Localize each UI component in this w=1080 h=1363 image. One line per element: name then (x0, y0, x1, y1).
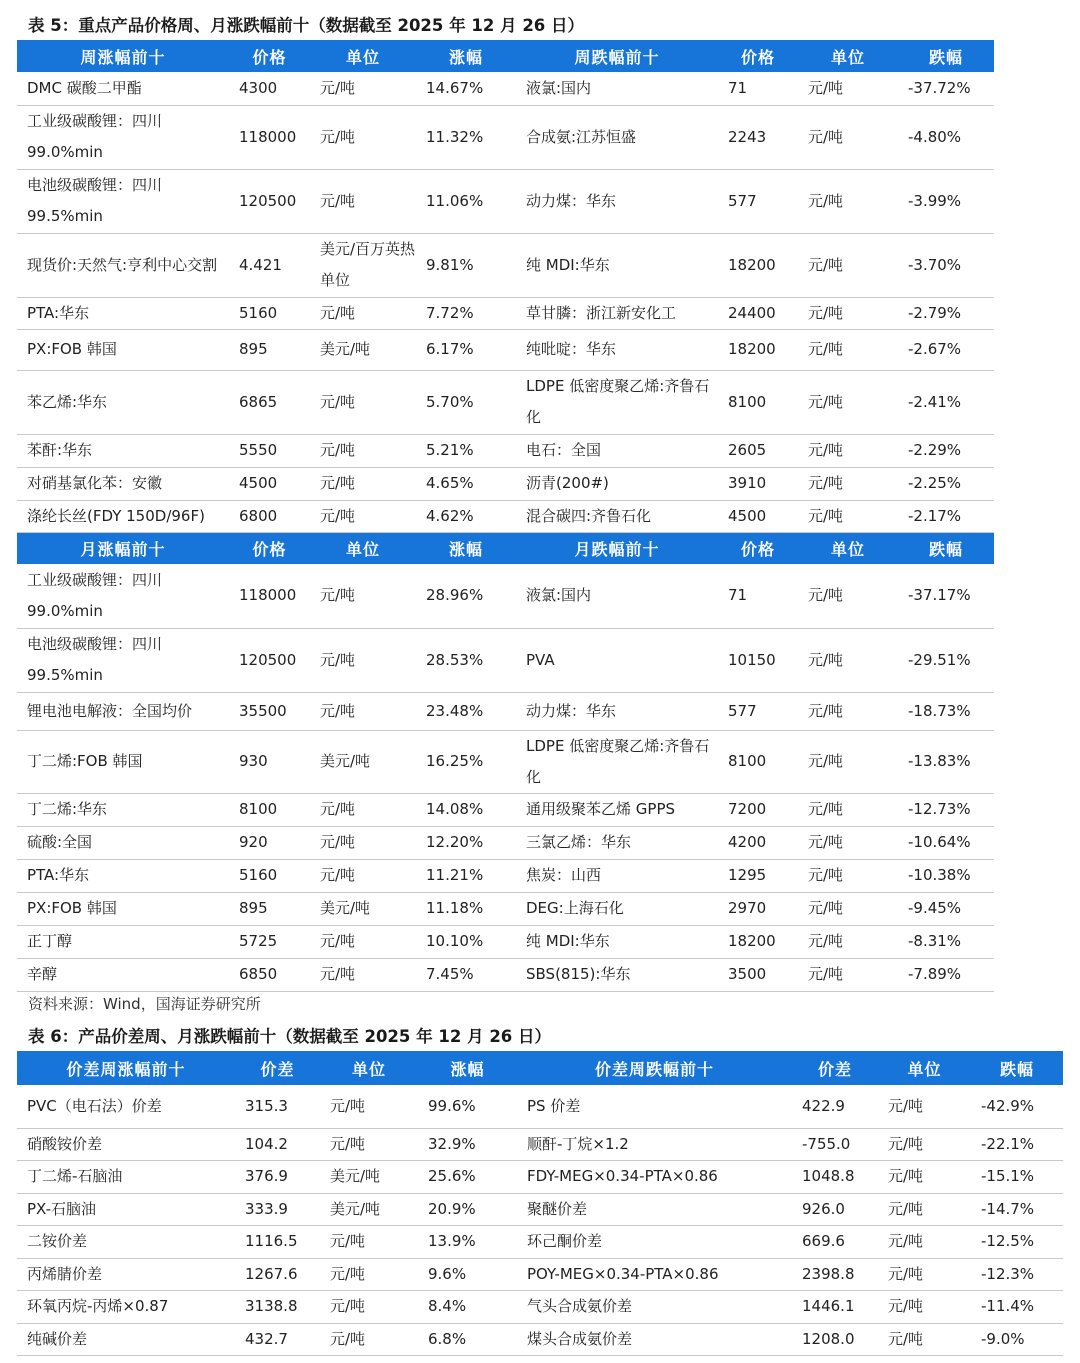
month-cell-up-value: 930 (229, 730, 310, 793)
week-cell-down-name: 动力煤：华东 (516, 169, 718, 233)
spread-cell-up-unit: 美元/吨 (320, 1160, 418, 1193)
month-cell-down-change: -37.17% (898, 564, 994, 628)
week-cell-down-name: LDPE 低密度聚乙烯:齐鲁石化 (516, 370, 718, 434)
month-header-down-change: 跌幅 (898, 532, 994, 564)
spread-cell-up-change: 99.6% (418, 1085, 517, 1128)
spread-row (17, 1193, 1063, 1225)
month-cell-down-unit: 元/吨 (798, 859, 898, 892)
spread-cell-up-unit: 元/吨 (320, 1128, 418, 1160)
spread-cell-down-change: -42.9% (971, 1085, 1063, 1128)
week-header-up-value: 价格 (229, 40, 310, 72)
month-cell-up-value: 5725 (229, 925, 310, 958)
week-cell-up-change: 7.72% (416, 297, 516, 329)
table6 (17, 1051, 1063, 1356)
spread-cell-down-unit: 元/吨 (878, 1225, 971, 1258)
month-header-row (17, 532, 994, 564)
spread-cell-down-unit: 元/吨 (878, 1290, 971, 1323)
week-row (17, 105, 994, 169)
spread-cell-down-value: 2398.8 (792, 1258, 878, 1290)
week-cell-down-value: 18200 (718, 329, 798, 370)
week-cell-down-unit: 元/吨 (798, 169, 898, 233)
spread-header-down-unit: 单位 (878, 1051, 971, 1085)
spread-cell-up-name: 硝酸铵价差 (17, 1128, 235, 1160)
spread-cell-down-change: -14.7% (971, 1193, 1063, 1225)
week-cell-down-unit: 元/吨 (798, 105, 898, 169)
week-cell-down-value: 71 (718, 72, 798, 105)
week-cell-up-change: 4.62% (416, 500, 516, 532)
month-cell-up-unit: 元/吨 (310, 564, 416, 628)
week-cell-down-value: 18200 (718, 233, 798, 297)
spread-cell-up-name: 丁二烯-石脑油 (17, 1160, 235, 1193)
month-cell-up-unit: 元/吨 (310, 859, 416, 892)
spread-cell-up-name: 丙烯腈价差 (17, 1258, 235, 1290)
table6-caption: 表 6：产品价差周、月涨跌幅前十（数据截至 2025 年 12 月 26 日） (28, 1027, 552, 1046)
spread-cell-up-change: 32.9% (418, 1128, 517, 1160)
week-cell-up-value: 4.421 (229, 233, 310, 297)
month-cell-down-unit: 元/吨 (798, 925, 898, 958)
month-cell-up-unit: 元/吨 (310, 793, 416, 826)
spread-cell-up-change: 25.6% (418, 1160, 517, 1193)
week-row (17, 233, 994, 297)
week-cell-up-value: 4300 (229, 72, 310, 105)
spread-header-down-value: 价差 (792, 1051, 878, 1085)
month-cell-up-name: 辛醇 (17, 958, 229, 991)
month-cell-down-unit: 元/吨 (798, 692, 898, 730)
month-cell-down-name: 三氯乙烯：华东 (516, 826, 718, 859)
month-cell-down-unit: 元/吨 (798, 826, 898, 859)
spread-cell-up-value: 104.2 (235, 1128, 320, 1160)
week-row (17, 370, 994, 434)
month-cell-up-change: 12.20% (416, 826, 516, 859)
spread-header-row (17, 1051, 1063, 1085)
spread-cell-up-unit: 元/吨 (320, 1085, 418, 1128)
spread-cell-down-name: 气头合成氨价差 (517, 1290, 792, 1323)
month-row (17, 730, 994, 793)
spread-cell-down-value: 422.9 (792, 1085, 878, 1128)
month-cell-up-value: 895 (229, 892, 310, 925)
month-row (17, 628, 994, 692)
spread-cell-down-unit: 元/吨 (878, 1085, 971, 1128)
week-cell-up-change: 5.70% (416, 370, 516, 434)
month-cell-up-name: 丁二烯:FOB 韩国 (17, 730, 229, 793)
month-cell-down-name: 焦炭：山西 (516, 859, 718, 892)
month-cell-up-unit: 元/吨 (310, 925, 416, 958)
source-note: 资料来源：Wind，国海证券研究所 (28, 995, 261, 1013)
week-cell-down-change: -2.41% (898, 370, 994, 434)
week-cell-up-unit: 元/吨 (310, 297, 416, 329)
spread-cell-up-unit: 元/吨 (320, 1323, 418, 1355)
spread-cell-up-change: 13.9% (418, 1225, 517, 1258)
month-header-up-value: 价格 (229, 532, 310, 564)
month-cell-up-value: 118000 (229, 564, 310, 628)
week-cell-up-change: 4.65% (416, 467, 516, 500)
month-cell-up-name: 正丁醇 (17, 925, 229, 958)
week-cell-up-value: 6865 (229, 370, 310, 434)
week-row (17, 72, 994, 105)
month-cell-down-change: -9.45% (898, 892, 994, 925)
month-cell-down-change: -8.31% (898, 925, 994, 958)
week-header-down-name: 周跌幅前十 (516, 40, 718, 72)
week-cell-up-name: PX:FOB 韩国 (17, 329, 229, 370)
month-cell-down-name: PVA (516, 628, 718, 692)
spread-cell-down-unit: 元/吨 (878, 1160, 971, 1193)
spread-cell-up-change: 8.4% (418, 1290, 517, 1323)
week-row (17, 434, 994, 467)
month-cell-up-name: 硫酸:全国 (17, 826, 229, 859)
week-cell-up-change: 9.81% (416, 233, 516, 297)
spread-cell-down-name: 环己酮价差 (517, 1225, 792, 1258)
week-cell-down-unit: 元/吨 (798, 370, 898, 434)
week-cell-up-name: 现货价:天然气:亨利中心交割 (17, 233, 229, 297)
spread-cell-up-name: 纯碱价差 (17, 1323, 235, 1355)
month-cell-up-value: 6850 (229, 958, 310, 991)
month-row (17, 692, 994, 730)
spread-cell-up-change: 6.8% (418, 1323, 517, 1355)
spread-cell-down-unit: 元/吨 (878, 1323, 971, 1355)
month-cell-down-value: 10150 (718, 628, 798, 692)
week-cell-down-name: 电石：全国 (516, 434, 718, 467)
month-cell-up-change: 7.45% (416, 958, 516, 991)
month-cell-up-change: 11.21% (416, 859, 516, 892)
spread-row (17, 1128, 1063, 1160)
month-header-down-name: 月跌幅前十 (516, 532, 718, 564)
spread-cell-down-name: 聚醚价差 (517, 1193, 792, 1225)
week-cell-down-name: 液氯:国内 (516, 72, 718, 105)
week-cell-up-unit: 元/吨 (310, 105, 416, 169)
week-cell-up-value: 6800 (229, 500, 310, 532)
spread-cell-up-unit: 元/吨 (320, 1290, 418, 1323)
month-cell-down-change: -7.89% (898, 958, 994, 991)
spread-header-up-change: 涨幅 (418, 1051, 517, 1085)
month-cell-up-name: 锂电池电解液：全国均价 (17, 692, 229, 730)
week-cell-down-change: -2.17% (898, 500, 994, 532)
week-cell-down-unit: 元/吨 (798, 500, 898, 532)
month-cell-down-value: 4200 (718, 826, 798, 859)
spread-cell-up-name: PVC（电石法）价差 (17, 1085, 235, 1128)
month-row (17, 958, 994, 991)
month-row (17, 859, 994, 892)
month-header-up-name: 月涨幅前十 (17, 532, 229, 564)
week-cell-up-value: 4500 (229, 467, 310, 500)
week-cell-up-change: 14.67% (416, 72, 516, 105)
month-cell-down-change: -18.73% (898, 692, 994, 730)
month-cell-down-value: 1295 (718, 859, 798, 892)
week-row (17, 467, 994, 500)
month-cell-up-name: PX:FOB 韩国 (17, 892, 229, 925)
spread-cell-up-unit: 元/吨 (320, 1258, 418, 1290)
spread-row (17, 1323, 1063, 1355)
spread-cell-down-value: 926.0 (792, 1193, 878, 1225)
spread-header-up-name: 价差周涨幅前十 (17, 1051, 235, 1085)
spread-cell-up-value: 3138.8 (235, 1290, 320, 1323)
table5 (17, 40, 994, 992)
month-row (17, 564, 994, 628)
week-cell-up-unit: 元/吨 (310, 370, 416, 434)
week-cell-down-unit: 元/吨 (798, 434, 898, 467)
week-cell-down-change: -2.79% (898, 297, 994, 329)
week-row (17, 500, 994, 532)
month-header-up-unit: 单位 (310, 532, 416, 564)
week-header-row (17, 40, 994, 72)
spread-cell-down-change: -22.1% (971, 1128, 1063, 1160)
month-cell-up-unit: 美元/吨 (310, 730, 416, 793)
month-cell-up-value: 8100 (229, 793, 310, 826)
week-cell-up-unit: 元/吨 (310, 500, 416, 532)
spread-row (17, 1225, 1063, 1258)
month-cell-down-value: 577 (718, 692, 798, 730)
month-cell-down-value: 2970 (718, 892, 798, 925)
week-cell-down-unit: 元/吨 (798, 233, 898, 297)
week-header-up-change: 涨幅 (416, 40, 516, 72)
spread-cell-down-name: 顺酐-丁烷×1.2 (517, 1128, 792, 1160)
week-cell-up-unit: 元/吨 (310, 467, 416, 500)
spread-cell-down-change: -12.5% (971, 1225, 1063, 1258)
month-cell-up-value: 35500 (229, 692, 310, 730)
month-cell-up-unit: 元/吨 (310, 628, 416, 692)
month-cell-up-value: 5160 (229, 859, 310, 892)
month-cell-up-name: PTA:华东 (17, 859, 229, 892)
month-row (17, 826, 994, 859)
month-cell-down-unit: 元/吨 (798, 628, 898, 692)
spread-cell-down-value: -755.0 (792, 1128, 878, 1160)
week-cell-down-change: -3.70% (898, 233, 994, 297)
spread-cell-up-value: 376.9 (235, 1160, 320, 1193)
spread-cell-up-value: 315.3 (235, 1085, 320, 1128)
spread-row (17, 1258, 1063, 1290)
month-cell-up-change: 28.96% (416, 564, 516, 628)
month-cell-down-unit: 元/吨 (798, 730, 898, 793)
week-cell-down-value: 577 (718, 169, 798, 233)
week-header-up-name: 周涨幅前十 (17, 40, 229, 72)
month-cell-up-name: 电池级碳酸锂：四川99.5%min (17, 628, 229, 692)
spread-cell-down-value: 1048.8 (792, 1160, 878, 1193)
week-cell-up-unit: 美元/吨 (310, 329, 416, 370)
spread-row (17, 1290, 1063, 1323)
week-cell-up-name: 对硝基氯化苯：安徽 (17, 467, 229, 500)
spread-cell-up-name: 二铵价差 (17, 1225, 235, 1258)
spread-cell-down-unit: 元/吨 (878, 1193, 971, 1225)
spread-cell-down-name: POY-MEG×0.34-PTA×0.86 (517, 1258, 792, 1290)
month-cell-up-change: 14.08% (416, 793, 516, 826)
month-cell-up-change: 10.10% (416, 925, 516, 958)
month-cell-up-name: 丁二烯:华东 (17, 793, 229, 826)
month-cell-down-unit: 元/吨 (798, 793, 898, 826)
spread-cell-up-unit: 美元/吨 (320, 1193, 418, 1225)
month-row (17, 793, 994, 826)
week-cell-up-name: DMC 碳酸二甲酯 (17, 72, 229, 105)
spread-cell-down-value: 1446.1 (792, 1290, 878, 1323)
month-cell-down-change: -29.51% (898, 628, 994, 692)
month-cell-down-value: 18200 (718, 925, 798, 958)
month-row (17, 892, 994, 925)
spread-cell-down-change: -12.3% (971, 1258, 1063, 1290)
month-cell-up-change: 28.53% (416, 628, 516, 692)
week-cell-up-name: 苯乙烯:华东 (17, 370, 229, 434)
spread-header-down-name: 价差周跌幅前十 (517, 1051, 792, 1085)
week-header-down-change: 跌幅 (898, 40, 994, 72)
week-cell-up-unit: 元/吨 (310, 434, 416, 467)
week-cell-down-unit: 元/吨 (798, 467, 898, 500)
week-cell-up-name: PTA:华东 (17, 297, 229, 329)
week-cell-down-name: 草甘膦：浙江新安化工 (516, 297, 718, 329)
week-cell-down-change: -37.72% (898, 72, 994, 105)
week-row (17, 169, 994, 233)
week-cell-up-name: 工业级碳酸锂：四川99.0%min (17, 105, 229, 169)
week-cell-down-change: -2.29% (898, 434, 994, 467)
week-cell-up-value: 118000 (229, 105, 310, 169)
spread-cell-down-value: 669.6 (792, 1225, 878, 1258)
week-cell-down-change: -2.25% (898, 467, 994, 500)
week-cell-down-name: 纯吡啶：华东 (516, 329, 718, 370)
month-cell-up-change: 16.25% (416, 730, 516, 793)
spread-cell-up-name: PX-石脑油 (17, 1193, 235, 1225)
month-cell-up-change: 11.18% (416, 892, 516, 925)
month-cell-up-name: 工业级碳酸锂：四川99.0%min (17, 564, 229, 628)
month-cell-down-name: 通用级聚苯乙烯 GPPS (516, 793, 718, 826)
month-header-up-change: 涨幅 (416, 532, 516, 564)
week-header-up-unit: 单位 (310, 40, 416, 72)
month-cell-up-unit: 元/吨 (310, 958, 416, 991)
week-header-down-unit: 单位 (798, 40, 898, 72)
spread-cell-up-unit: 元/吨 (320, 1225, 418, 1258)
week-cell-down-name: 混合碳四:齐鲁石化 (516, 500, 718, 532)
month-cell-down-name: LDPE 低密度聚乙烯:齐鲁石化 (516, 730, 718, 793)
week-header-down-value: 价格 (718, 40, 798, 72)
month-cell-down-name: SBS(815):华东 (516, 958, 718, 991)
spread-cell-down-unit: 元/吨 (878, 1258, 971, 1290)
month-cell-down-unit: 元/吨 (798, 892, 898, 925)
week-cell-down-value: 24400 (718, 297, 798, 329)
week-cell-down-value: 2605 (718, 434, 798, 467)
week-row (17, 297, 994, 329)
month-cell-down-value: 8100 (718, 730, 798, 793)
spread-cell-up-name: 环氧丙烷-丙烯×0.87 (17, 1290, 235, 1323)
month-cell-up-unit: 元/吨 (310, 692, 416, 730)
spread-cell-up-value: 432.7 (235, 1323, 320, 1355)
month-cell-down-name: 液氯:国内 (516, 564, 718, 628)
month-cell-up-change: 23.48% (416, 692, 516, 730)
week-cell-down-name: 沥青(200#) (516, 467, 718, 500)
month-cell-up-unit: 元/吨 (310, 826, 416, 859)
spread-row (17, 1085, 1063, 1128)
week-cell-down-change: -2.67% (898, 329, 994, 370)
week-cell-up-unit: 美元/百万英热单位 (310, 233, 416, 297)
week-cell-down-name: 合成氨:江苏恒盛 (516, 105, 718, 169)
week-cell-down-value: 8100 (718, 370, 798, 434)
spread-cell-up-change: 20.9% (418, 1193, 517, 1225)
spread-header-down-change: 跌幅 (971, 1051, 1063, 1085)
month-cell-down-value: 71 (718, 564, 798, 628)
month-cell-down-unit: 元/吨 (798, 564, 898, 628)
week-cell-down-change: -4.80% (898, 105, 994, 169)
week-cell-up-unit: 元/吨 (310, 169, 416, 233)
month-cell-down-value: 3500 (718, 958, 798, 991)
week-cell-up-value: 895 (229, 329, 310, 370)
month-cell-down-change: -12.73% (898, 793, 994, 826)
month-header-down-value: 价格 (718, 532, 798, 564)
week-cell-up-change: 5.21% (416, 434, 516, 467)
month-header-down-unit: 单位 (798, 532, 898, 564)
month-cell-down-name: 动力煤：华东 (516, 692, 718, 730)
spread-cell-up-change: 9.6% (418, 1258, 517, 1290)
month-cell-up-value: 920 (229, 826, 310, 859)
week-cell-down-unit: 元/吨 (798, 329, 898, 370)
week-cell-up-change: 11.06% (416, 169, 516, 233)
week-row (17, 329, 994, 370)
spread-cell-down-name: PS 价差 (517, 1085, 792, 1128)
spread-cell-down-change: -15.1% (971, 1160, 1063, 1193)
spread-row (17, 1160, 1063, 1193)
week-cell-down-value: 4500 (718, 500, 798, 532)
week-cell-down-unit: 元/吨 (798, 72, 898, 105)
week-cell-up-name: 苯酐:华东 (17, 434, 229, 467)
week-cell-up-name: 涤纶长丝(FDY 150D/96F) (17, 500, 229, 532)
week-cell-up-name: 电池级碳酸锂：四川99.5%min (17, 169, 229, 233)
month-cell-down-unit: 元/吨 (798, 958, 898, 991)
spread-cell-down-change: -11.4% (971, 1290, 1063, 1323)
month-cell-up-value: 120500 (229, 628, 310, 692)
spread-cell-up-value: 1116.5 (235, 1225, 320, 1258)
week-cell-up-value: 120500 (229, 169, 310, 233)
month-cell-down-change: -10.64% (898, 826, 994, 859)
week-cell-down-value: 3910 (718, 467, 798, 500)
week-cell-down-unit: 元/吨 (798, 297, 898, 329)
spread-cell-down-unit: 元/吨 (878, 1128, 971, 1160)
week-cell-down-value: 2243 (718, 105, 798, 169)
spread-cell-down-name: 煤头合成氨价差 (517, 1323, 792, 1355)
spread-cell-up-value: 1267.6 (235, 1258, 320, 1290)
month-cell-down-change: -13.83% (898, 730, 994, 793)
month-row (17, 925, 994, 958)
week-cell-up-change: 6.17% (416, 329, 516, 370)
month-cell-down-name: 纯 MDI:华东 (516, 925, 718, 958)
spread-cell-up-value: 333.9 (235, 1193, 320, 1225)
spread-header-up-unit: 单位 (320, 1051, 418, 1085)
week-cell-up-unit: 元/吨 (310, 72, 416, 105)
month-cell-down-name: DEG:上海石化 (516, 892, 718, 925)
month-cell-down-change: -10.38% (898, 859, 994, 892)
week-cell-up-change: 11.32% (416, 105, 516, 169)
week-cell-up-value: 5550 (229, 434, 310, 467)
spread-cell-down-name: FDY-MEG×0.34-PTA×0.86 (517, 1160, 792, 1193)
month-cell-down-value: 7200 (718, 793, 798, 826)
spread-cell-down-value: 1208.0 (792, 1323, 878, 1355)
week-cell-down-change: -3.99% (898, 169, 994, 233)
spread-header-up-value: 价差 (235, 1051, 320, 1085)
spread-cell-down-change: -9.0% (971, 1323, 1063, 1355)
month-cell-up-unit: 美元/吨 (310, 892, 416, 925)
table5-caption: 表 5：重点产品价格周、月涨跌幅前十（数据截至 2025 年 12 月 26 日） (28, 16, 585, 35)
week-cell-up-value: 5160 (229, 297, 310, 329)
week-cell-down-name: 纯 MDI:华东 (516, 233, 718, 297)
